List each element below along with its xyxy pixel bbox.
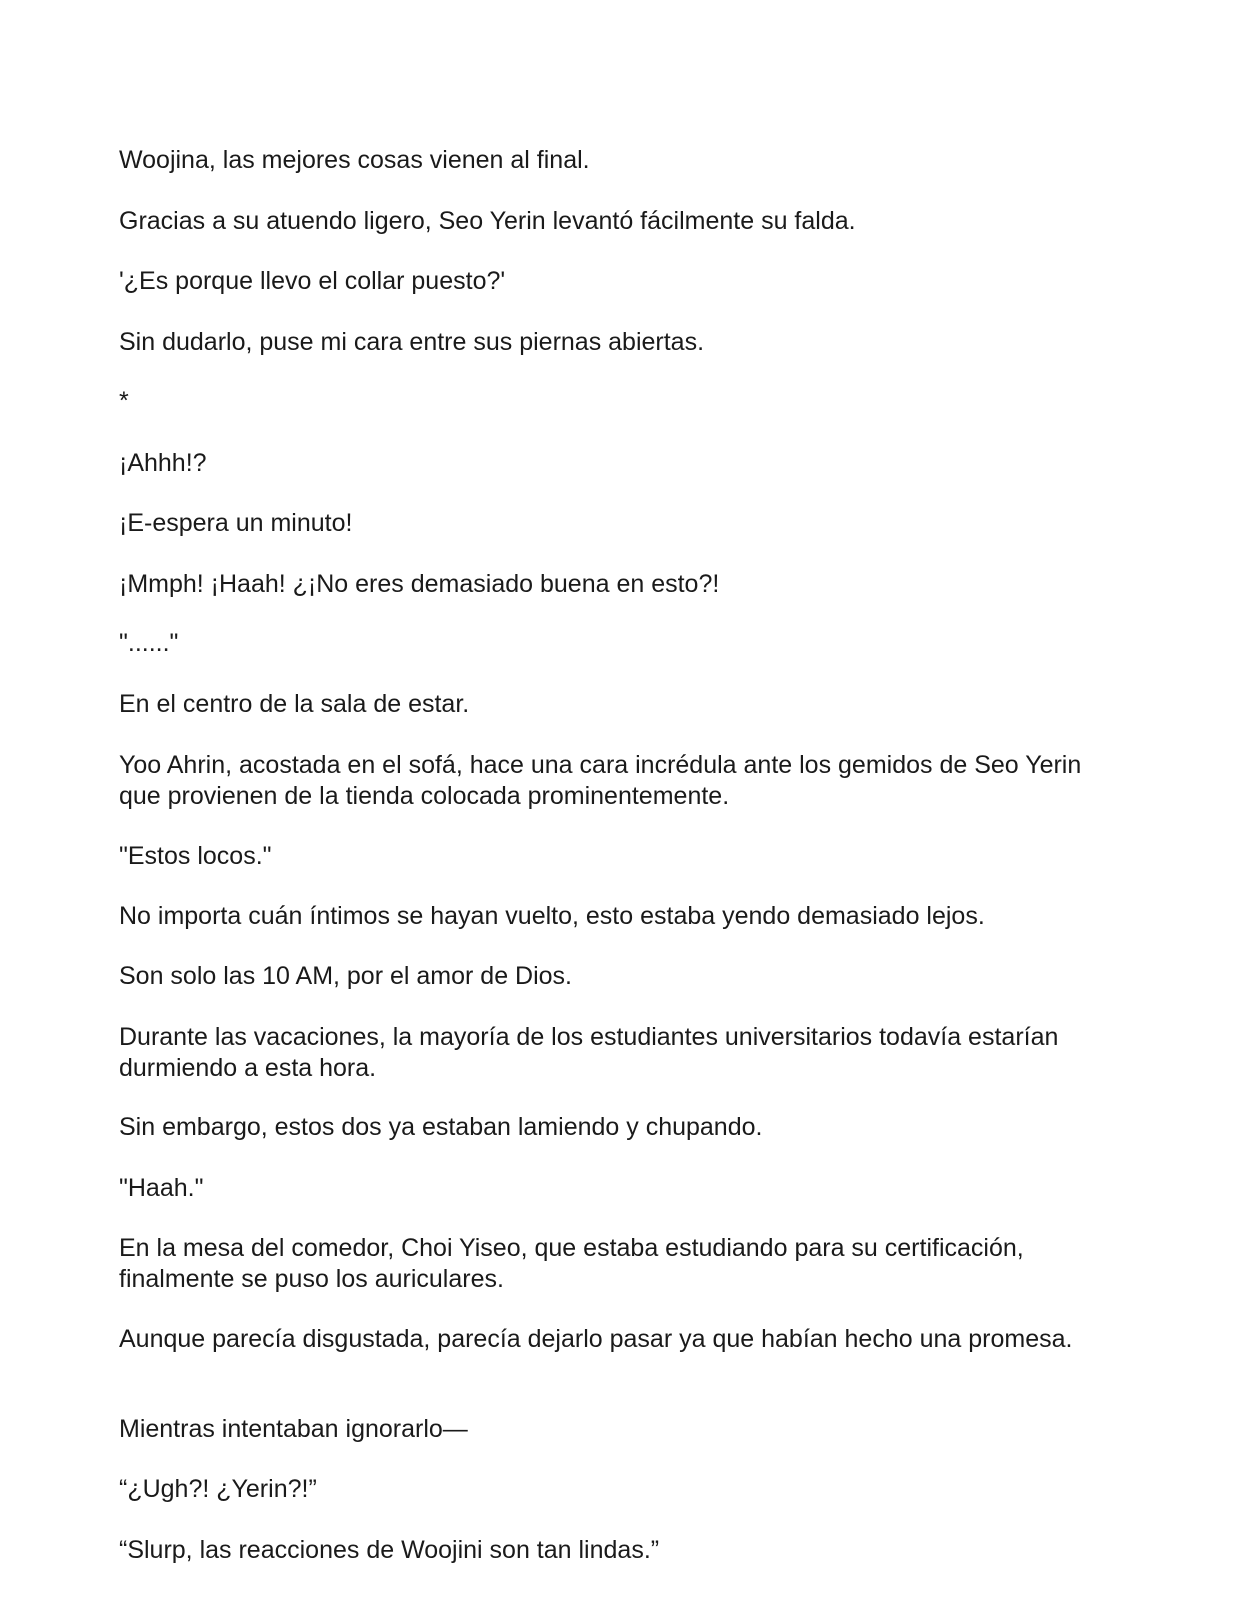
paragraph: '¿Es porque llevo el collar puesto?' (119, 267, 506, 295)
paragraph: Sin dudarlo, puse mi cara entre sus piernas abiertas. (119, 328, 705, 356)
paragraph: ¡Mmph! ¡Haah! ¿¡No eres demasiado buena en esto?! (119, 570, 720, 598)
paragraph: "Haah." (119, 1174, 204, 1202)
paragraph: “Slurp, las reacciones de Woojini son tan lindas.” (119, 1536, 660, 1564)
paragraph: Sin embargo, estos dos ya estaban lamiendo y chupando. (119, 1113, 763, 1141)
paragraph: En la mesa del comedor, Choi Yiseo, que estaba estudiando para su certificación, finalmente se puso los auriculares. (119, 1234, 1024, 1293)
paragraph: ¡E-espera un minuto! (119, 509, 353, 537)
paragraph: “¿Ugh?! ¿Yerin?!” (119, 1475, 317, 1503)
paragraph: Son solo las 10 AM, por el amor de Dios. (119, 962, 573, 990)
paragraph: Aunque parecía disgustada, parecía dejarlo pasar ya que habían hecho una promesa. (119, 1325, 1073, 1353)
paragraph: En el centro de la sala de estar. (119, 690, 470, 718)
paragraph: ¡Ahhh!? (119, 449, 207, 477)
paragraph: Yoo Ahrin, acostada en el sofá, hace una cara incrédula ante los gemidos de Seo Yerin que provienen de la tienda colocada prominentemente. (119, 751, 1082, 810)
paragraph: Woojina, las mejores cosas vienen al final. (119, 146, 590, 174)
section-separator: * (119, 387, 129, 415)
paragraph: "......" (119, 629, 179, 657)
paragraph: Mientras intentaban ignorarlo— (119, 1415, 468, 1443)
paragraph: Durante las vacaciones, la mayoría de los estudiantes universitarios todavía estarían durmiendo a esta hora. (119, 1023, 1059, 1082)
paragraph: Gracias a su atuendo ligero, Seo Yerin levantó fácilmente su falda. (119, 207, 856, 235)
paragraph: No importa cuán íntimos se hayan vuelto, esto estaba yendo demasiado lejos. (119, 902, 985, 930)
paragraph: "Estos locos." (119, 842, 272, 870)
